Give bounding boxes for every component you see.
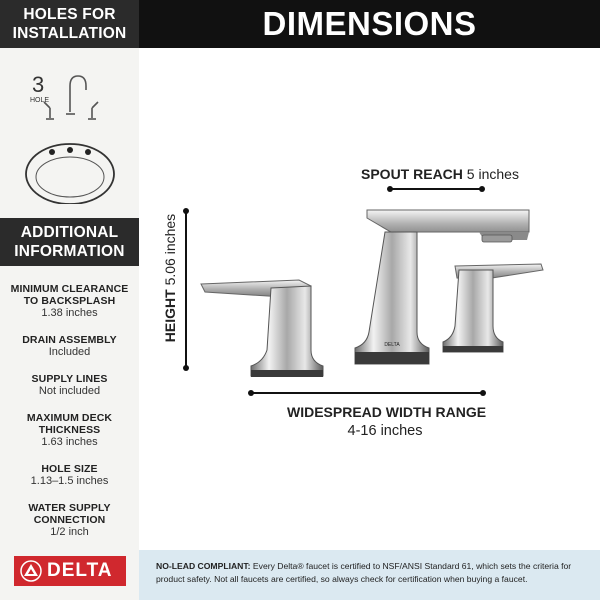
width-dimension-line [248, 390, 486, 396]
spec-water-supply [0, 502, 139, 539]
holes-heading [0, 0, 139, 48]
faucet-dimension-diagram [139, 48, 600, 550]
additional-info-heading [0, 218, 139, 266]
spec-drain-assembly [0, 334, 139, 359]
spout-reach-label [361, 166, 519, 182]
logo-text: DELTA [47, 560, 113, 581]
spec-value: Not included [38, 385, 101, 397]
spec-label: WATER SUPPLY [28, 502, 111, 514]
spout-reach-value: 5 inches [466, 166, 519, 182]
hole-count: 3 [32, 72, 45, 97]
height-label [162, 203, 178, 353]
spec-value: 1.38 inches [41, 307, 98, 319]
compliance-title: NO-LEAD COMPLIANT: [156, 561, 251, 571]
spec-label: MINIMUM CLEARANCE [10, 283, 129, 295]
left-handle [201, 280, 323, 377]
spec-label: THICKNESS [38, 424, 101, 436]
width-title: WIDESPREAD WIDTH RANGE [287, 404, 487, 420]
right-handle [443, 264, 543, 352]
mini-faucet-icon [44, 76, 98, 119]
three-hole-sink-illustration [22, 64, 122, 204]
sidebar [0, 0, 139, 600]
spec-label: SUPPLY LINES [31, 373, 108, 385]
spec-supply-lines [0, 373, 139, 398]
spec-max-deck-thickness [0, 412, 139, 449]
holes-heading-line1: HOLES FOR [23, 6, 116, 23]
height-dimension-line [183, 208, 189, 371]
height-value: 5.06 inches [162, 213, 178, 286]
spout-reach-title: SPOUT REACH [361, 166, 463, 182]
spec-value: 1.63 inches [41, 436, 98, 448]
faucet-spout [355, 210, 529, 364]
spec-value: 1.13–1.5 inches [30, 475, 109, 487]
width-value: 4-16 inches [347, 423, 423, 439]
hole-word: HOLE [30, 97, 50, 104]
spec-value: Included [48, 346, 91, 358]
spec-label: MAXIMUM DECK [26, 412, 113, 424]
spec-label: TO BACKSPLASH [23, 295, 116, 307]
spec-hole-size [0, 463, 139, 488]
info-heading-line2: INFORMATION [14, 243, 125, 260]
compliance-text: Every Delta® faucet is certified to NSF/ANSI Standard 61, which sets the criteria for product safety. Not all faucets are certified, so always check for certification when buying a faucet. [156, 561, 572, 584]
holes-heading-line2: INSTALLATION [12, 25, 127, 42]
page-title: DIMENSIONS [139, 0, 600, 48]
faucet-illustration [139, 48, 600, 550]
spec-min-clearance [0, 283, 139, 320]
spec-label: CONNECTION [33, 514, 106, 526]
spec-label: DRAIN ASSEMBLY [22, 334, 117, 346]
delta-logo [14, 556, 126, 586]
faucet-brand-mark: DELTA [384, 342, 400, 348]
no-lead-compliance-note [139, 550, 600, 600]
spec-label: HOLE SIZE [41, 463, 98, 475]
info-heading-line1: ADDITIONAL [20, 224, 119, 241]
spout-reach-dimension-line [387, 186, 485, 192]
width-label [287, 404, 487, 439]
height-title: HEIGHT [162, 289, 178, 343]
delta-triangle-icon [20, 560, 42, 582]
spec-value: 1/2 inch [50, 526, 89, 538]
